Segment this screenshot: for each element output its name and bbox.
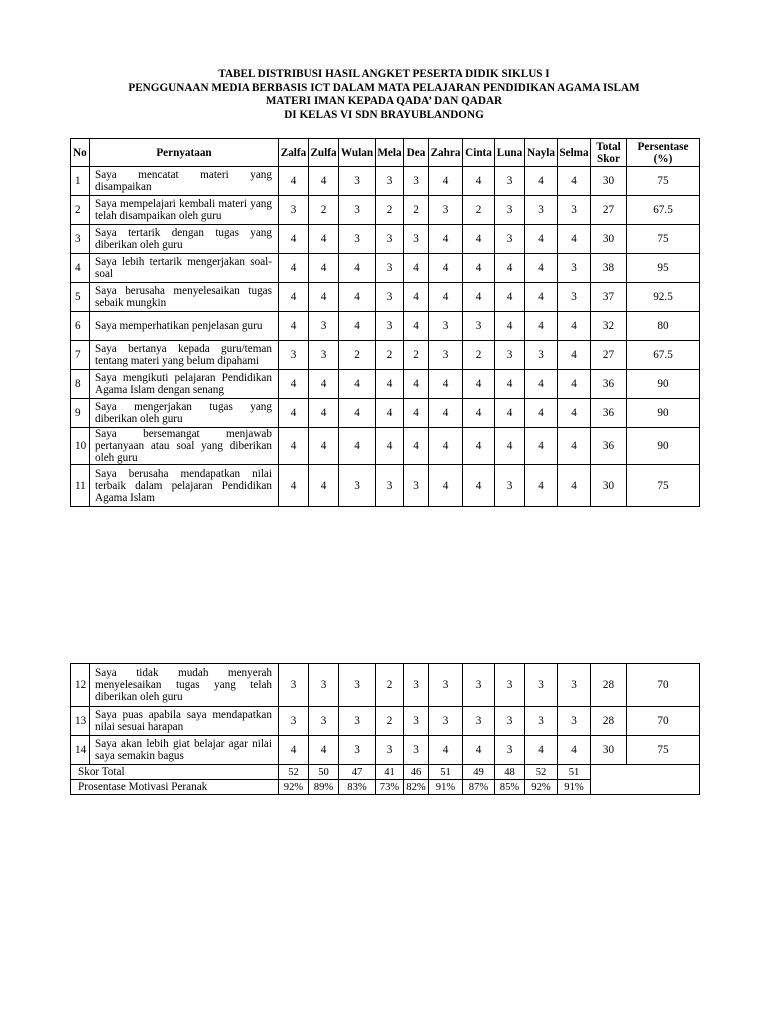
student-total-cell: 51 — [429, 765, 463, 780]
statement-cell: Saya mempelajari kembali materi yang telah disampaikan oleh guru — [90, 196, 279, 225]
score-cell: 4 — [309, 736, 339, 765]
percentage-cell: 67.5 — [627, 196, 700, 225]
statement-cell: Saya puas apabila saya mendapatkan nilai sesuai harapan — [90, 707, 279, 736]
percentage-cell: 80 — [627, 312, 700, 341]
total-score-cell: 30 — [591, 225, 627, 254]
score-cell: 3 — [339, 465, 376, 507]
score-cell: 4 — [279, 399, 309, 428]
score-cell: 4 — [309, 465, 339, 507]
score-cell: 4 — [309, 254, 339, 283]
score-cell: 3 — [525, 341, 558, 370]
survey-table-continued — [70, 663, 700, 795]
student-total-cell: 49 — [463, 765, 495, 780]
score-cell: 4 — [279, 254, 309, 283]
score-cell: 4 — [463, 167, 495, 196]
score-cell: 2 — [376, 707, 404, 736]
score-cell: 3 — [495, 341, 525, 370]
row-number: 13 — [71, 707, 90, 736]
score-cell: 3 — [525, 196, 558, 225]
score-cell: 4 — [404, 370, 429, 399]
header-total-line-1: Total — [596, 140, 621, 153]
total-score-cell: 30 — [591, 465, 627, 507]
score-cell: 3 — [339, 707, 376, 736]
score-cell: 3 — [376, 254, 404, 283]
score-cell: 4 — [339, 254, 376, 283]
row-number: 11 — [71, 465, 90, 507]
row-number: 7 — [71, 341, 90, 370]
score-cell: 3 — [495, 664, 525, 707]
score-cell: 3 — [495, 736, 525, 765]
row-number: 3 — [71, 225, 90, 254]
total-score-cell: 27 — [591, 196, 627, 225]
score-cell: 3 — [429, 196, 463, 225]
title-line-4: DI KELAS VI SDN BRAYUBLANDONG — [284, 108, 484, 121]
score-cell: 3 — [495, 465, 525, 507]
student-total-cell: 52 — [279, 765, 309, 780]
statement-cell: Saya tertarik dengan tugas yang diberikan oleh guru — [90, 225, 279, 254]
score-cell: 4 — [309, 399, 339, 428]
score-cell: 4 — [525, 428, 558, 465]
score-cell: 4 — [404, 399, 429, 428]
header-student: Luna — [495, 139, 525, 167]
score-cell: 3 — [525, 664, 558, 707]
percentage-cell: 75 — [627, 225, 700, 254]
score-cell: 3 — [558, 283, 591, 312]
score-cell: 2 — [376, 664, 404, 707]
score-cell: 3 — [429, 664, 463, 707]
score-cell: 4 — [558, 399, 591, 428]
score-cell: 4 — [279, 370, 309, 399]
document-title — [0, 68, 768, 122]
score-cell: 4 — [339, 428, 376, 465]
table-row — [71, 196, 700, 225]
table-row — [71, 465, 700, 507]
student-percent-cell: 85% — [495, 780, 525, 795]
total-score-cell: 32 — [591, 312, 627, 341]
score-cell: 4 — [429, 465, 463, 507]
student-total-cell: 46 — [404, 765, 429, 780]
statement-cell: Saya memperhatikan penjelasan guru — [90, 312, 279, 341]
score-cell: 4 — [525, 225, 558, 254]
score-cell: 3 — [463, 312, 495, 341]
table-row — [71, 736, 700, 765]
student-percent-cell: 91% — [429, 780, 463, 795]
table-body — [71, 167, 700, 507]
score-cell: 3 — [404, 167, 429, 196]
score-cell: 3 — [463, 707, 495, 736]
row-number: 2 — [71, 196, 90, 225]
student-total-cell: 48 — [495, 765, 525, 780]
student-percent-cell: 91% — [558, 780, 591, 795]
score-cell: 4 — [463, 254, 495, 283]
statement-cell: Saya akan lebih giat belajar agar nilai saya semakin bagus — [90, 736, 279, 765]
row-number: 10 — [71, 428, 90, 465]
score-cell: 4 — [495, 312, 525, 341]
header-student: Zahra — [429, 139, 463, 167]
score-cell: 3 — [429, 707, 463, 736]
score-cell: 4 — [495, 399, 525, 428]
total-score-cell: 36 — [591, 428, 627, 465]
score-cell: 3 — [404, 736, 429, 765]
score-cell: 4 — [463, 428, 495, 465]
total-score-cell: 37 — [591, 283, 627, 312]
score-cell: 2 — [376, 341, 404, 370]
score-cell: 3 — [376, 283, 404, 312]
table-row — [71, 707, 700, 736]
student-total-cell: 50 — [309, 765, 339, 780]
percentage-cell: 75 — [627, 465, 700, 507]
score-cell: 4 — [339, 312, 376, 341]
score-cell: 2 — [463, 341, 495, 370]
header-statement: Pernyataan — [90, 139, 279, 167]
score-cell: 4 — [558, 341, 591, 370]
score-cell: 4 — [525, 465, 558, 507]
student-percent-cell: 83% — [339, 780, 376, 795]
total-score-row — [71, 765, 700, 780]
table-row — [71, 428, 700, 465]
score-cell: 3 — [309, 341, 339, 370]
student-percent-cell: 82% — [404, 780, 429, 795]
row-number: 6 — [71, 312, 90, 341]
score-cell: 4 — [495, 428, 525, 465]
score-cell: 4 — [463, 225, 495, 254]
score-cell: 4 — [376, 399, 404, 428]
percentage-cell: 70 — [627, 664, 700, 707]
header-total-line-2: Skor — [596, 152, 620, 165]
score-cell: 4 — [376, 370, 404, 399]
score-cell: 4 — [404, 254, 429, 283]
score-cell: 3 — [279, 664, 309, 707]
statement-cell: Saya tidak mudah menyerah menyelesaikan tugas yang telah diberikan oleh guru — [90, 664, 279, 707]
score-cell: 4 — [558, 428, 591, 465]
score-cell: 4 — [404, 283, 429, 312]
score-cell: 4 — [309, 283, 339, 312]
header-percent-line-2: (%) — [653, 152, 673, 165]
score-cell: 3 — [525, 707, 558, 736]
percentage-cell: 95 — [627, 254, 700, 283]
score-cell: 4 — [279, 167, 309, 196]
table-row — [71, 312, 700, 341]
score-cell: 3 — [376, 225, 404, 254]
score-cell: 4 — [429, 283, 463, 312]
score-cell: 4 — [309, 370, 339, 399]
percentage-cell: 75 — [627, 736, 700, 765]
score-cell: 3 — [279, 196, 309, 225]
total-score-cell: 36 — [591, 399, 627, 428]
score-cell: 4 — [525, 254, 558, 283]
student-percent-cell: 92% — [525, 780, 558, 795]
score-cell: 4 — [463, 736, 495, 765]
score-cell: 4 — [279, 312, 309, 341]
header-student: Selma — [558, 139, 591, 167]
motivation-percent-label: Prosentase Motivasi Peranak — [71, 780, 279, 795]
score-cell: 4 — [279, 465, 309, 507]
header-student: Wulan — [339, 139, 376, 167]
score-cell: 4 — [339, 370, 376, 399]
row-number: 14 — [71, 736, 90, 765]
total-score-cell: 30 — [591, 736, 627, 765]
score-cell: 4 — [525, 399, 558, 428]
score-cell: 3 — [376, 736, 404, 765]
score-cell: 3 — [404, 707, 429, 736]
student-percent-cell: 73% — [376, 780, 404, 795]
score-cell: 4 — [309, 428, 339, 465]
percentage-cell: 90 — [627, 428, 700, 465]
student-total-cell: 41 — [376, 765, 404, 780]
total-score-cell: 27 — [591, 341, 627, 370]
score-cell: 4 — [309, 167, 339, 196]
header-percent-line-1: Persentase — [637, 140, 689, 153]
table-row — [71, 664, 700, 707]
score-cell: 3 — [339, 225, 376, 254]
score-cell: 4 — [525, 736, 558, 765]
row-number: 8 — [71, 370, 90, 399]
score-cell: 4 — [429, 167, 463, 196]
header-student: Cinta — [463, 139, 495, 167]
title-line-2: PENGGUNAAN MEDIA BERBASIS ICT DALAM MATA PELAJARAN PENDIDIKAN AGAMA ISLAM — [128, 81, 640, 94]
student-total-cell: 51 — [558, 765, 591, 780]
score-cell: 2 — [309, 196, 339, 225]
header-total-score — [591, 139, 627, 167]
survey-table — [70, 138, 700, 507]
total-score-cell: 38 — [591, 254, 627, 283]
score-cell: 3 — [429, 341, 463, 370]
percentage-cell: 90 — [627, 399, 700, 428]
score-cell: 2 — [339, 341, 376, 370]
score-cell: 4 — [404, 312, 429, 341]
table-row — [71, 283, 700, 312]
score-cell: 3 — [558, 664, 591, 707]
row-number: 4 — [71, 254, 90, 283]
score-cell: 4 — [495, 370, 525, 399]
score-cell: 3 — [339, 196, 376, 225]
student-total-cell: 52 — [525, 765, 558, 780]
total-score-cell: 28 — [591, 664, 627, 707]
score-cell: 2 — [376, 196, 404, 225]
score-cell: 3 — [495, 225, 525, 254]
score-cell: 4 — [558, 312, 591, 341]
header-student: Zulfa — [309, 139, 339, 167]
table-row — [71, 254, 700, 283]
score-cell: 4 — [429, 736, 463, 765]
score-cell: 4 — [558, 465, 591, 507]
score-cell: 3 — [429, 312, 463, 341]
score-cell: 3 — [376, 167, 404, 196]
table-summary — [71, 765, 700, 795]
score-cell: 3 — [495, 707, 525, 736]
score-cell: 3 — [279, 707, 309, 736]
score-cell: 3 — [463, 664, 495, 707]
statement-cell: Saya bersemangat menjawab pertanyaan atau soal yang diberikan oleh guru — [90, 428, 279, 465]
statement-cell: Saya mencatat materi yang disampaikan — [90, 167, 279, 196]
header-student: Zalfa — [279, 139, 309, 167]
table-body-continued — [71, 664, 700, 765]
score-cell: 4 — [525, 167, 558, 196]
score-cell: 4 — [339, 283, 376, 312]
student-percent-cell: 89% — [309, 780, 339, 795]
score-cell: 4 — [525, 283, 558, 312]
header-student: Nayla — [525, 139, 558, 167]
score-cell: 4 — [429, 428, 463, 465]
score-cell: 3 — [376, 465, 404, 507]
score-cell: 3 — [404, 664, 429, 707]
score-cell: 3 — [339, 167, 376, 196]
student-total-cell: 47 — [339, 765, 376, 780]
total-score-cell: 28 — [591, 707, 627, 736]
table-header-row — [71, 139, 700, 167]
total-score-cell: 30 — [591, 167, 627, 196]
statement-cell: Saya mengerjakan tugas yang diberikan oleh guru — [90, 399, 279, 428]
score-cell: 4 — [279, 225, 309, 254]
score-cell: 3 — [404, 465, 429, 507]
score-cell: 2 — [404, 196, 429, 225]
table-row — [71, 167, 700, 196]
score-cell: 3 — [309, 707, 339, 736]
header-student: Mela — [376, 139, 404, 167]
total-score-label: Skor Total — [71, 765, 279, 780]
row-number: 5 — [71, 283, 90, 312]
score-cell: 4 — [429, 225, 463, 254]
percentage-cell: 90 — [627, 370, 700, 399]
score-cell: 3 — [495, 196, 525, 225]
score-cell: 4 — [495, 254, 525, 283]
score-cell: 4 — [495, 283, 525, 312]
header-student: Dea — [404, 139, 429, 167]
score-cell: 4 — [376, 428, 404, 465]
percentage-cell: 92.5 — [627, 283, 700, 312]
score-cell: 4 — [429, 399, 463, 428]
score-cell: 4 — [463, 370, 495, 399]
row-number: 12 — [71, 664, 90, 707]
score-cell: 4 — [404, 428, 429, 465]
title-line-1: TABEL DISTRIBUSI HASIL ANGKET PESERTA DIDIK SIKLUS I — [218, 68, 550, 80]
score-cell: 4 — [525, 312, 558, 341]
score-cell: 2 — [404, 341, 429, 370]
table-row — [71, 370, 700, 399]
score-cell: 4 — [339, 399, 376, 428]
title-line-3: MATERI IMAN KEPADA QADA’ DAN QADAR — [265, 95, 503, 108]
header-no: No — [71, 139, 90, 167]
statement-cell: Saya lebih tertarik mengerjakan soal-soal — [90, 254, 279, 283]
header-percentage — [627, 139, 700, 167]
student-percent-cell: 92% — [279, 780, 309, 795]
score-cell: 4 — [525, 370, 558, 399]
row-number: 1 — [71, 167, 90, 196]
score-cell: 4 — [463, 399, 495, 428]
score-cell: 4 — [463, 465, 495, 507]
score-cell: 4 — [429, 370, 463, 399]
score-cell: 3 — [376, 312, 404, 341]
summary-blank-cell — [591, 765, 700, 795]
score-cell: 3 — [309, 312, 339, 341]
score-cell: 4 — [463, 283, 495, 312]
score-cell: 4 — [558, 225, 591, 254]
score-cell: 4 — [279, 283, 309, 312]
score-cell: 4 — [558, 370, 591, 399]
table-row — [71, 225, 700, 254]
score-cell: 4 — [309, 225, 339, 254]
score-cell: 3 — [558, 254, 591, 283]
score-cell: 3 — [404, 225, 429, 254]
score-cell: 4 — [279, 736, 309, 765]
row-number: 9 — [71, 399, 90, 428]
student-percent-cell: 87% — [463, 780, 495, 795]
statement-cell: Saya mengikuti pelajaran Pendidikan Agama Islam dengan senang — [90, 370, 279, 399]
score-cell: 3 — [495, 167, 525, 196]
score-cell: 3 — [279, 341, 309, 370]
total-score-cell: 36 — [591, 370, 627, 399]
score-cell: 3 — [309, 664, 339, 707]
percentage-cell: 75 — [627, 167, 700, 196]
score-cell: 4 — [279, 428, 309, 465]
score-cell: 3 — [558, 196, 591, 225]
table-row — [71, 341, 700, 370]
percentage-cell: 70 — [627, 707, 700, 736]
score-cell: 4 — [558, 167, 591, 196]
percentage-cell: 67.5 — [627, 341, 700, 370]
score-cell: 3 — [558, 707, 591, 736]
score-cell: 4 — [558, 736, 591, 765]
statement-cell: Saya berusaha mendapatkan nilai terbaik dalam pelajaran Pendidikan Agama Islam — [90, 465, 279, 507]
score-cell: 3 — [339, 736, 376, 765]
table-row — [71, 399, 700, 428]
statement-cell: Saya bertanya kepada guru/teman tentang materi yang belum dipahami — [90, 341, 279, 370]
score-cell: 3 — [339, 664, 376, 707]
statement-cell: Saya berusaha menyelesaikan tugas sebaik mungkin — [90, 283, 279, 312]
score-cell: 2 — [463, 196, 495, 225]
score-cell: 4 — [429, 254, 463, 283]
